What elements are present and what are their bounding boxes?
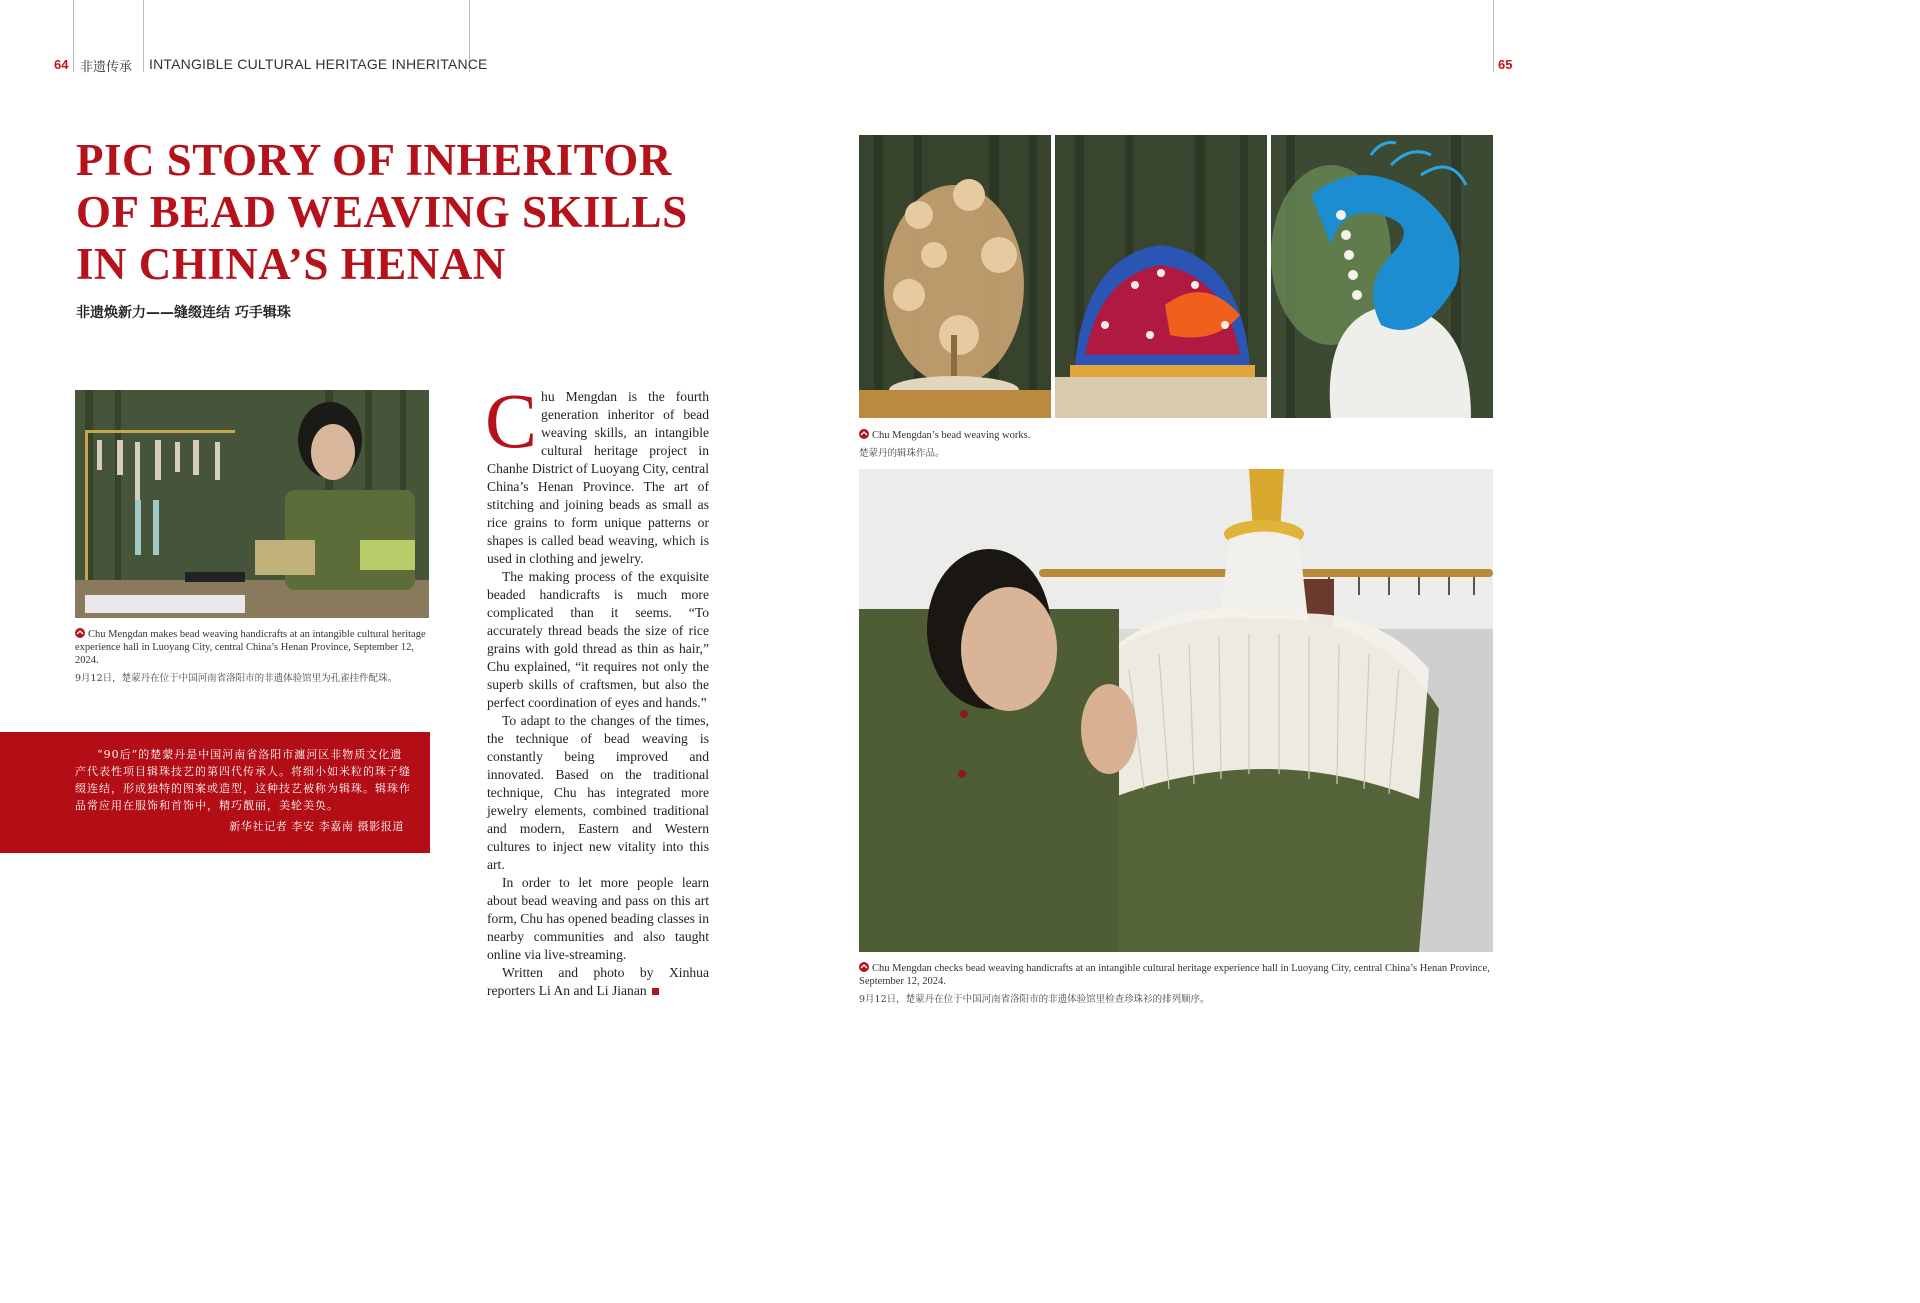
photo-work-phoenix-crown bbox=[1055, 135, 1267, 418]
caption-main-en bbox=[859, 962, 1497, 988]
title-line: OF BEAD WEAVING SKILLS bbox=[76, 187, 688, 237]
caption-text: Chu Mengdan’s bead weaving works. bbox=[872, 430, 1031, 441]
caption-works-en bbox=[859, 429, 1030, 442]
sidebar-credit: 新华社记者 李安 李嘉南 摄影报道 bbox=[229, 820, 404, 833]
sidebar-text: “90后”的楚蒙丹是中国河南省洛阳市瀍河区非物质文化遗产代表性项目辑珠技艺的第四代传承人。将细小如米粒的珠子缝缀连结，形成独特的图案或造型，这种技艺被称为辑珠。辑珠作品常应用在服饰和首饰中，精巧靓丽，美轮美奂。 bbox=[75, 748, 411, 812]
photo-chu-making-handicrafts bbox=[75, 390, 429, 618]
section-label-cn: 非遗传承 bbox=[80, 60, 133, 75]
caption-text: Chu Mengdan makes bead weaving handicrafts at an intangible cultural heritage experience hall in Luoyang City, central China’s Henan Province, September 12, 2024. bbox=[75, 629, 426, 666]
caption-photo1-en bbox=[75, 628, 433, 667]
section-label-en: INTANGIBLE CULTURAL HERITAGE INHERITANCE bbox=[149, 56, 488, 72]
article-body bbox=[485, 377, 709, 1000]
header-rule-mid bbox=[143, 0, 144, 72]
body-paragraph: The making process of the exquisite beaded handicrafts is much more complicated than it seems. “To accurately thread beads the size of rice grains with gold thread as thin as hair,” Chu explained, “it requires not only the superb skills of craftsmen, but also the perfect coordination of eyes and hands.” bbox=[487, 569, 709, 710]
title-line: IN CHINA’S HENAN bbox=[76, 239, 506, 289]
header-rule-left bbox=[73, 0, 74, 72]
xinhua-logo-icon bbox=[75, 628, 85, 638]
xinhua-logo-icon bbox=[859, 962, 869, 972]
body-paragraph: To adapt to the changes of the times, the technique of bead weaving is constantly being improved and innovated. Based on the traditional technique, Chu has integrated more jewelry elements, combined traditional and modern, Eastern and Western cultures to inject new vitality into this art. bbox=[487, 713, 709, 872]
xinhua-logo-icon bbox=[859, 429, 869, 439]
caption-main-cn: 9月12日，楚蒙丹在位于中国河南省洛阳市的非遗体验馆里检查珍珠衫的排列顺序。 bbox=[859, 994, 1210, 1005]
caption-photo1-cn: 9月12日，楚蒙丹在位于中国河南省洛阳市的非遗体验馆里为孔雀挂件配珠。 bbox=[75, 673, 398, 684]
article-title bbox=[76, 134, 736, 290]
photo-work-blue-phoenix bbox=[1271, 135, 1493, 418]
end-mark-icon bbox=[652, 988, 659, 995]
page-number-right: 65 bbox=[1498, 57, 1513, 72]
photo-chu-checking-beaded-garment bbox=[859, 469, 1493, 952]
photo-work-crystal-tree bbox=[859, 135, 1051, 418]
caption-text: Chu Mengdan checks bead weaving handicrafts at an intangible cultural heritage experience hall in Luoyang City, central China’s Henan Province, September 12, 2024. bbox=[859, 963, 1490, 987]
article-subtitle-cn: 非遗焕新力——缝缀连结 巧手辑珠 bbox=[76, 305, 291, 321]
drop-cap: C bbox=[485, 377, 538, 464]
sidebar-summary-cn bbox=[0, 732, 430, 853]
body-paragraph: Chu Mengdan is the fourth generation inheritor of bead weaving skills, an intangible cultural heritage project in Chanhe District of Luoyang City, central China’s Henan Province. The art of stitching and joining beads as small as rice grains to form unique patterns or shapes is called bead weaving, which is used in clothing and jewelry. bbox=[485, 377, 709, 566]
body-paragraph: In order to let more people learn about bead weaving and pass on this art form, Chu has opened beading classes in nearby communities and also taught online via live-streaming. bbox=[487, 875, 709, 962]
caption-works-cn: 楚蒙丹的辑珠作品。 bbox=[859, 448, 945, 459]
title-line: PIC STORY OF INHERITOR bbox=[76, 135, 672, 185]
page-number-left: 64 bbox=[54, 57, 69, 72]
byline: Written and photo by Xinhua reporters Li An and Li Jianan bbox=[487, 965, 709, 998]
header-rule-page-right bbox=[1493, 0, 1494, 72]
